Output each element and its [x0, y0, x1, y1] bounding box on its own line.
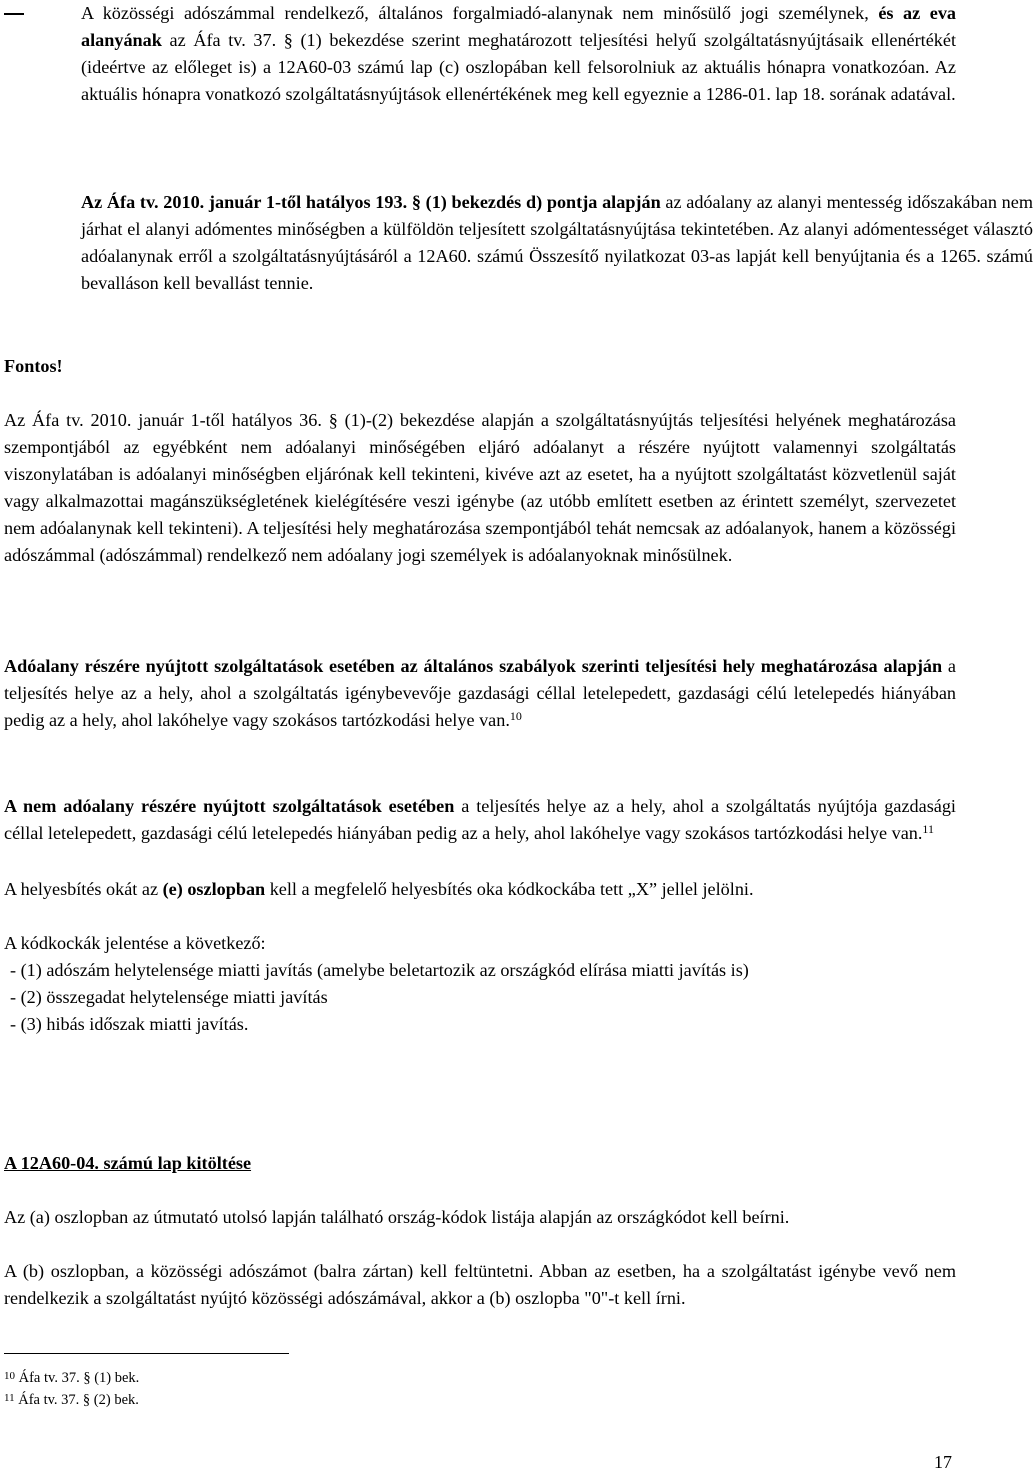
footnote-ref: 10 — [509, 709, 522, 723]
footnote-separator — [4, 1353, 289, 1354]
paragraph-a-oszlop — [4, 1204, 956, 1231]
paragraph-36 — [4, 407, 956, 569]
bold-run: (e) oszlopban — [162, 879, 266, 899]
text-run: A közösségi adószámmal rendelkező, általános forgalmiadó-alanynak nem minősülő jogi — [81, 3, 769, 23]
footnote — [4, 1390, 139, 1410]
fontos-label: Fontos! — [4, 356, 63, 376]
text-run: teljesítési helyű szolgáltatásnyújtásaik ellenértékét (ideértve az előleget is) a 12A60-03 számú lap (c) oszlopában kell felsorolniuk az aktuális hónapra vonatkozóan. Az aktuális hónapra vonatkozó szolgáltatásnyújtások ellenértékének meg kell egyeznie a 1286-01. lap 18. sorának adatával. — [81, 30, 957, 104]
dash-list-item — [4, 0, 956, 108]
footnote-number: 10 — [4, 1370, 15, 1382]
bold-run: Adóalany részére nyújtott szolgáltatások esetében az általános szabályok szerinti teljesítési hely meghatározása alapján — [4, 656, 943, 676]
text-run: személynek, — [778, 3, 879, 23]
page-number: 17 — [934, 1452, 952, 1472]
bold-run: és az eva alanyának — [81, 3, 957, 50]
text-run: A (b) oszlopban, a közösségi adószámot (balra zártan) kell feltüntetni. Abban az esetben, ha a szolgáltatást igénybe vevő nem rendelkezik a szolgáltatást nyújtó közösségi adószámával, akkor a (b) oszlopba "0"-t kell írni. — [4, 1261, 956, 1308]
footnote-number: 11 — [4, 1392, 15, 1404]
bold-run: Az Áfa tv. 2010. január 1-től hatályos 193. § (1) bekezdés d) pontja alapján — [81, 192, 661, 212]
dash-bullet — [4, 13, 24, 15]
paragraph-helyesbites — [4, 876, 956, 903]
footnote-text: Áfa tv. 37. § (2) bek. — [14, 1392, 139, 1408]
paragraph-193 — [4, 189, 1033, 297]
bold-run: A nem adóalany részére nyújtott szolgáltatások esetében — [4, 796, 455, 816]
text-run: a teljesítés helye az a hely, ahol a szolgáltatás igénybevevője gazdasági céllal letelepedett, gazdasági célú letelepedés hiányában pedig az a hely, ahol lakóhelye vagy szokásos tartózkodási helye van. — [4, 656, 957, 730]
footnote — [4, 1368, 139, 1388]
list-item-text — [4, 0, 956, 108]
paragraph-eva — [81, 0, 956, 108]
text-run: a teljesítés helye az a hely, ahol a szolgáltatás nyújtója gazdasági céllal letelepedett, gazdasági célú letelepedés hiányában pedig az a hely, ahol lakóhelye vagy szokásos tartózkodási helye van. — [4, 796, 956, 843]
text-run: az Áfa tv. 37. § (1) bekezdése szerint meghatározott — [161, 30, 572, 50]
text-run: A helyesbítés okát az — [4, 879, 163, 899]
code-list-item: - (3) hibás időszak miatti javítás. — [10, 1014, 249, 1034]
paragraph-adoalany — [4, 653, 956, 734]
paragraph-b-oszlop — [4, 1258, 956, 1312]
footnote-text: Áfa tv. 37. § (1) bek. — [15, 1370, 140, 1386]
section-heading — [4, 1150, 956, 1177]
text-run: kell a megfelelő helyesbítés oka kódkockába tett „X” jellel jelölni. — [265, 879, 754, 899]
footnote-ref: 11 — [922, 822, 934, 836]
fontos-heading — [4, 353, 956, 380]
paragraph-nem-adoalany — [4, 793, 956, 847]
text-run: az adóalany az alanyi mentesség időszakában nem járhat el alanyi adómentes minőségben a külföldön teljesített szolgáltatásnyújtása tekintetében. Az alanyi adómentességet választó adóalanynak erről a szolgáltatásnyújtásáról a 12A60. számú Összesítő nyilatkozat 03-as lapját kell benyújtania és a 1265. számú bevalláson kell bevallást tennie. — [81, 192, 1033, 293]
code-list-item: - (2) összegadat helytelensége miatti javítás — [10, 987, 328, 1007]
code-list-item: - (1) adószám helytelensége miatti javítás (amelybe beletartozik az országkód elírása miatti javítás is) — [10, 960, 749, 980]
text-run: Az Áfa tv. 2010. január 1-től hatályos 36. § (1)-(2) bekezdése alapján a szolgáltatásnyújtás teljesítési helyének meghatározása szempontjából az egyébként nem adóalanyi minőségében eljáró adóalanyt a részére nyújtott valamennyi szolgáltatás viszonylatában is adóalanyi minőségben eljárónak kell tekinteni, kivéve azt az esetet, ha a nyújtott szolgáltatást közvetlenül saját vagy alkalmazottai magánszükségletének kielégítésére veszi igénybe (az utóbb említett esetben az érintett személyt, szervezetet nem adóalanynak kell tekinteni). A teljesítési hely meghatározása szempontjából tehát nemcsak az adóalanyok, hanem a közösségi adószámmal (adószámmal) rendelkező nem adóalany jogi személyek is adóalanyoknak minősülnek. — [4, 410, 956, 565]
section-title: A 12A60-04. számú lap kitöltése — [4, 1153, 252, 1173]
code-list — [4, 930, 956, 1038]
code-list-intro: A kódkockák jelentése a következő: — [4, 933, 266, 953]
text-run: Az (a) oszlopban az útmutató utolsó lapján található ország-kódok listája alapján az országkódot kell beírni. — [4, 1207, 790, 1227]
